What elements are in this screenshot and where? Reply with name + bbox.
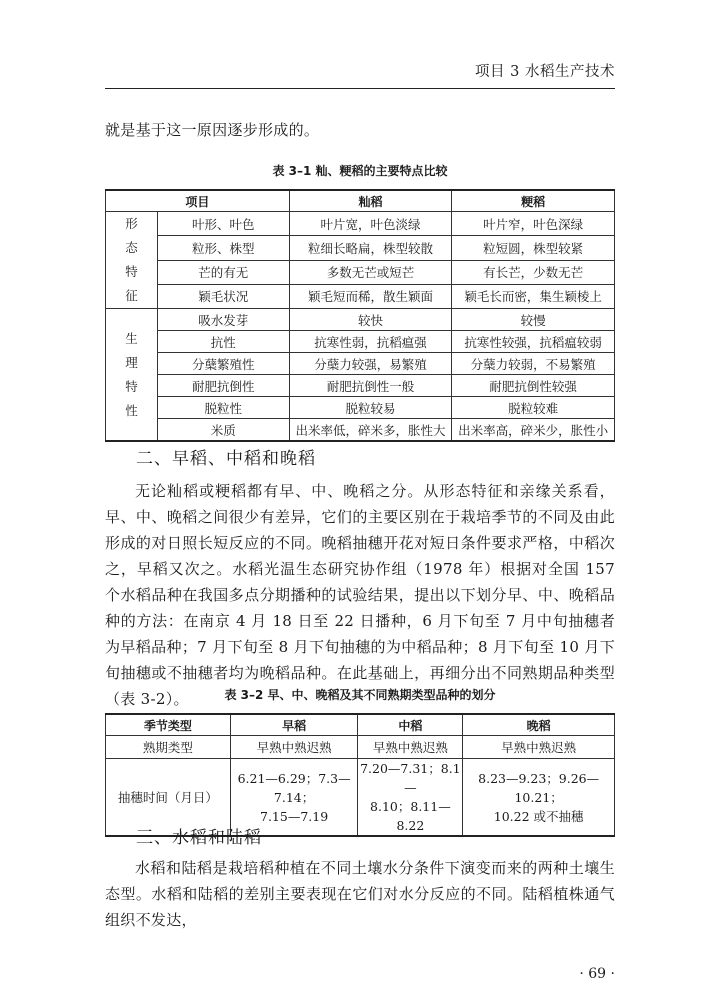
table-row bbox=[106, 353, 615, 375]
table-row bbox=[106, 260, 615, 284]
table-cell: 抗寒性弱，抗稻瘟强 bbox=[289, 331, 452, 353]
table-cell: 耐肥抗倒性一般 bbox=[289, 375, 452, 397]
table-row bbox=[106, 736, 615, 759]
table-cell: 分蘖力较强，易繁殖 bbox=[289, 353, 452, 375]
table-row bbox=[106, 284, 615, 308]
table-cell: 出米率高，碎米少，胀性小 bbox=[452, 419, 615, 442]
table-cell: 抽穗时间（月日） bbox=[106, 759, 231, 837]
table-cell: 较慢 bbox=[452, 309, 615, 331]
table-cell: 叶形、叶色 bbox=[157, 212, 289, 236]
table-cell: 抗性 bbox=[157, 331, 289, 353]
section2-heading: 二、早稻、中稻和晚稻 bbox=[136, 449, 316, 469]
table-cell: 多数无芒或短芒 bbox=[289, 260, 452, 284]
table-cell: 分蘖力较弱，不易繁殖 bbox=[452, 353, 615, 375]
table-cell: 有长芒，少数无芒 bbox=[452, 260, 615, 284]
cell-line: 10.22 或不抽穗 bbox=[493, 808, 584, 824]
table-cell: 分蘖繁殖性 bbox=[157, 353, 289, 375]
table-cell: 颖毛长而密，集生颖棱上 bbox=[452, 284, 615, 308]
table-cell: 颖毛短而稀，散生颖面 bbox=[289, 284, 452, 308]
table-row bbox=[106, 331, 615, 353]
table-row bbox=[106, 397, 615, 419]
table-cell: 较快 bbox=[289, 309, 452, 331]
table-cell: 抗寒性较强，抗稻瘟较弱 bbox=[452, 331, 615, 353]
cell-line: 6.21—6.29；7.3—7.14； bbox=[237, 770, 351, 805]
table-row bbox=[106, 309, 615, 331]
table-cell: 脱粒较难 bbox=[452, 397, 615, 419]
table2-header-late: 晚稻 bbox=[463, 714, 615, 736]
table1-header-row bbox=[106, 190, 615, 212]
intro-line: 就是基于这一原因逐步形成的。 bbox=[105, 121, 320, 139]
cell-line: 7.15—7.19 bbox=[260, 808, 329, 824]
table2-header-row bbox=[106, 714, 615, 736]
table2-caption: 表 3–2 早、中、晚稻及其不同熟期类型品种的划分 bbox=[224, 688, 496, 702]
table-cell: 早熟中熟迟熟 bbox=[358, 736, 463, 759]
table-cell: 叶片宽，叶色淡绿 bbox=[289, 212, 452, 236]
category-morphology: 形 态 特 征 bbox=[106, 212, 158, 309]
table-cell: 脱粒较易 bbox=[289, 397, 452, 419]
table1-header-indica: 籼稻 bbox=[289, 190, 452, 212]
table-cell: 早熟中熟迟熟 bbox=[230, 736, 358, 759]
table1-caption: 表 3–1 籼、粳稻的主要特点比较 bbox=[272, 164, 448, 178]
table-cell: 粒短圆，株型较紧 bbox=[452, 236, 615, 260]
page-number: · 69 · bbox=[579, 966, 615, 982]
section3-paragraph: 水稻和陆稻是栽培稻种植在不同土壤水分条件下演变而来的两种土壤生态型。水稻和陆稻的差别主要表现在它们对水分反应的不同。陆稻植株通气组织不发达， bbox=[105, 859, 615, 929]
header-rule bbox=[105, 88, 615, 89]
table-cell: 熟期类型 bbox=[106, 736, 231, 759]
table-cell: 吸水发芽 bbox=[157, 309, 289, 331]
table-cell: 米质 bbox=[157, 419, 289, 442]
table2-header-mid: 中稻 bbox=[358, 714, 463, 736]
table2-header-early: 早稻 bbox=[230, 714, 358, 736]
table-cell: 脱粒性 bbox=[157, 397, 289, 419]
table-cell: 粒细长略扁，株型较散 bbox=[289, 236, 452, 260]
table1-header-japonica: 粳稻 bbox=[452, 190, 615, 212]
table2-header-season: 季节类型 bbox=[106, 714, 231, 736]
cell-line: 7.20—7.31；8.1— bbox=[360, 761, 461, 795]
table-cell: 颖毛状况 bbox=[157, 284, 289, 308]
table-row bbox=[106, 375, 615, 397]
table-cell: 耐肥抗倒性较强 bbox=[452, 375, 615, 397]
table-row bbox=[106, 212, 615, 236]
table-cell: 早熟中熟迟熟 bbox=[463, 736, 615, 759]
table-cell: 芒的有无 bbox=[157, 260, 289, 284]
section2-paragraph: 无论籼稻或粳稻都有早、中、晚稻之分。从形态特征和亲缘关系看，早、中、晚稻之间很少有差异，它们的主要区别在于栽培季节的不同及由此形成的对日照长短反应的不同。晚稻抽穗开花对短日条件要求严格，中稻次之，早稻又次之。水稻光温生态研究协作组（1978 年）根据对全国 157 个水稻品种在我国多点分期播种的试验结果，提出以下划分早、中、晚稻品种的方法：在南京 4 月 18 日至 22 日播种，6 月下旬至 7 月中旬抽穗者为早稻品种；7 月下旬至 8 月下旬抽穗的为中稻品种；8 月下旬至 10 月下旬抽穗或不抽穗者均为晚稻品种。在此基础上，再细分出不同熟期品种类型（表 3-2）。 bbox=[105, 482, 615, 708]
table-cell: 叶片窄，叶色深绿 bbox=[452, 212, 615, 236]
cell-line: 8.10；8.11—8.22 bbox=[370, 799, 451, 833]
table1 bbox=[105, 189, 615, 442]
category-physiology: 生 理 特 性 bbox=[106, 309, 158, 442]
table-cell: 出米率低，碎米多，胀性大 bbox=[289, 419, 452, 442]
table-row bbox=[106, 419, 615, 442]
table-cell bbox=[463, 759, 615, 837]
table-row bbox=[106, 236, 615, 260]
cell-line: 8.23—9.23；9.26—10.21； bbox=[478, 770, 600, 805]
running-header: 项目 3 水稻生产技术 bbox=[475, 64, 615, 80]
table-cell bbox=[358, 759, 463, 837]
table1-header-item: 项目 bbox=[106, 190, 290, 212]
table2 bbox=[105, 713, 615, 837]
table-cell: 粒形、株型 bbox=[157, 236, 289, 260]
table-cell: 耐肥抗倒性 bbox=[157, 375, 289, 397]
section3-heading: 三、水稻和陆稻 bbox=[136, 828, 262, 848]
